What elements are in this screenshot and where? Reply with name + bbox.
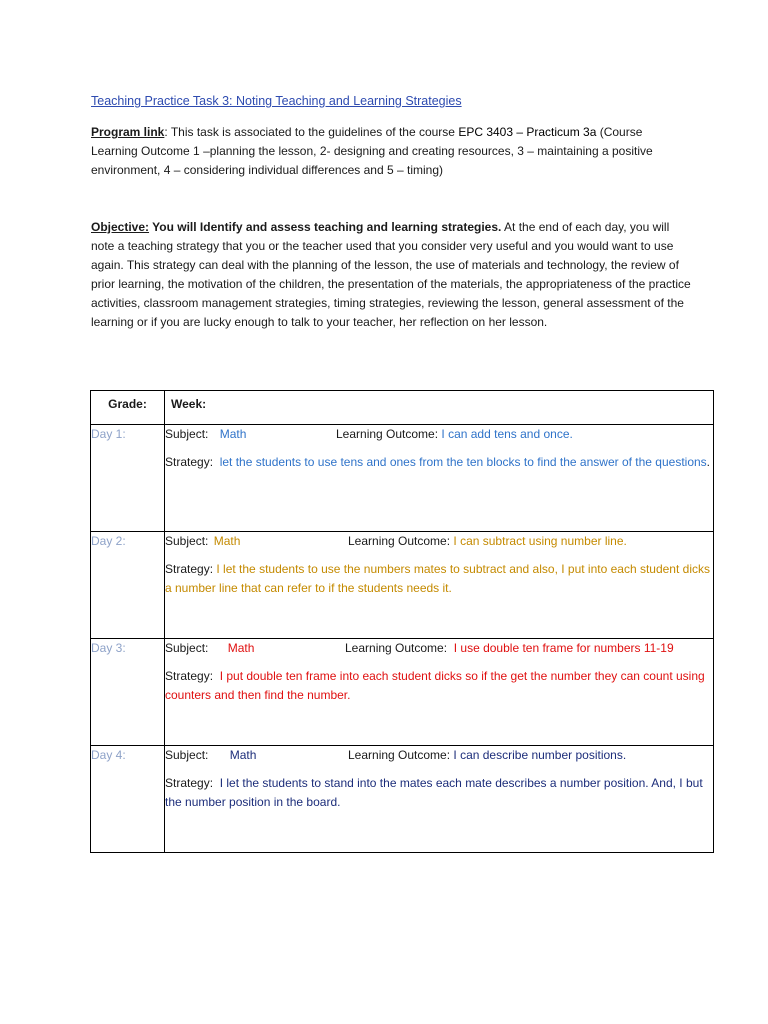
outcome-value: I use double ten frame for numbers 11-19 [453,641,674,655]
day-label: Day 3: [91,639,165,746]
subject-label: Subject: [165,641,209,655]
outcome-value: I can add tens and once. [441,427,573,441]
outcome-label: Learning Outcome: [348,748,451,762]
strategies-table [90,390,714,853]
strategy-value: I put double ten frame into each student dicks so if the get the number they can count using counters and then find the number. [165,669,705,702]
day-label: Day 2: [91,532,165,639]
subject-label: Subject: [165,427,209,441]
week-header: Week: [165,391,714,425]
outcome-label: Learning Outcome: [345,641,448,655]
subject-label: Subject: [165,534,209,548]
subject-value: Math [229,748,257,762]
table-row [91,746,714,853]
day-entry [165,532,714,639]
outcome-value: I can subtract using number line. [453,534,627,548]
objective-bold-text: You will Identify and assess teaching and learning strategies. [149,220,502,234]
program-link-text: This task is associated to the guidelines of the course [167,125,459,139]
day-entry [165,639,714,746]
strategy-value: I let the students to stand into the mates each mate describes a number position. And, I but the number position in the board. [165,776,703,809]
table-row [91,639,714,746]
grade-header: Grade: [91,391,165,425]
program-link-outcomes: (Course Learning Outcome 1 –planning the lesson, 2- designing and creating resources, 3 – maintaining a positive environment, 4 – considering individual differences and 5 – timing) [91,125,653,177]
program-link-colon: : [164,125,168,139]
program-link-label: Program link [91,125,165,139]
table-header-row [91,391,714,425]
outcome-label: Learning Outcome: [336,427,439,441]
strategy-label: Strategy: [165,776,214,790]
table-row [91,532,714,639]
task-title: Teaching Practice Task 3: Noting Teaching and Learning Strategies [91,94,462,108]
strategy-label: Strategy: [165,669,214,683]
strategy-label: Strategy: [165,455,214,469]
outcome-value: I can describe number positions. [453,748,627,762]
strategy-value: I let the students to use the numbers mates to subtract and also, I put into each student dicks a number line that can refer to if the students needs it. [165,562,710,595]
subject-value: Math [213,534,241,548]
strategy-end: . [706,455,711,469]
day-label: Day 1: [91,425,165,532]
strategy-value: let the students to use tens and ones from the ten blocks to find the answer of the questions [219,455,707,469]
objective-text: At the end of each day, you will note a teaching strategy that you or the teacher used that you consider very useful and you would want to use again. This strategy can deal with the planning of the lesson, the use of materials and technology, the review of prior learning, the motivation of the children, the presentation of the materials, the appropriateness of the practice activities, classroom management strategies, timing strategies, reviewing the lesson, general assessment of the learning or if you are lucky enough to talk to your teacher, her reflection on her lesson. [91,220,691,329]
strategy-label: Strategy: [165,562,214,576]
day-entry [165,746,714,853]
day-label: Day 4: [91,746,165,853]
objective-label: Objective: [91,220,150,234]
day-entry [165,425,714,532]
table-row [91,425,714,532]
subject-label: Subject: [165,748,209,762]
subject-value: Math [219,427,247,441]
objective-paragraph [91,218,691,332]
course-code: EPC 3403 – Practicum 3a [458,125,597,139]
outcome-label: Learning Outcome: [348,534,451,548]
subject-value: Math [227,641,255,655]
program-link-paragraph [91,123,691,180]
